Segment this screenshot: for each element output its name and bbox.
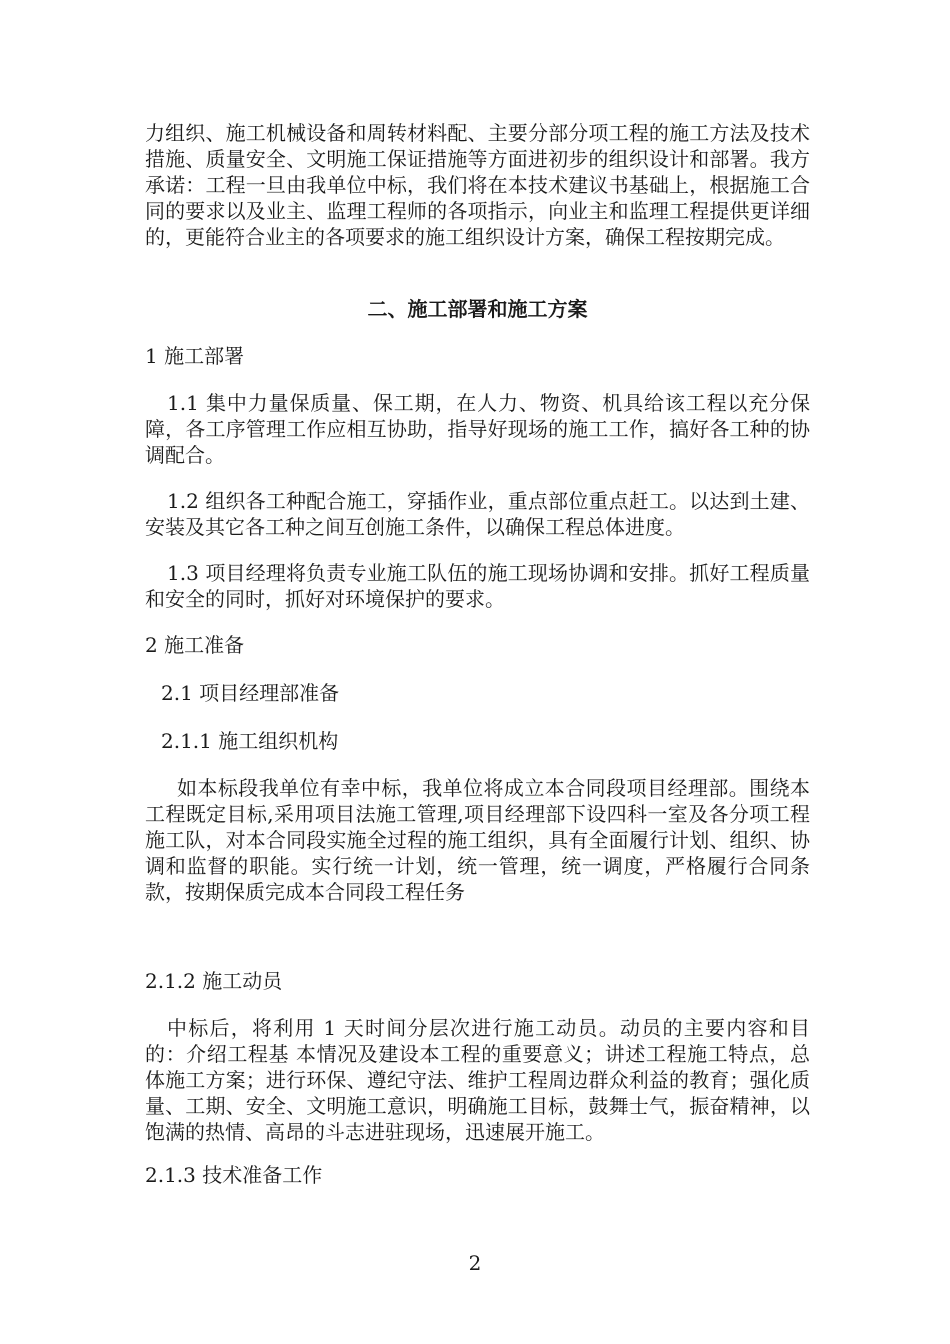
section-title: 二、施工部署和施工方案 [367,297,588,321]
intro-paragraph: 力组织、施工机械设备和周转材料配、主要分部分项工程的施工方法及技术措施、质量安全、文明施工保证措施等方面进初步的组织设计和部署。我方承诺：工程一旦由我单位中标，我们将在本技术建议书基础上，根据施工合同的要求以及业主、监理工程师的各项指示，向业主和监理工程提供更详细的，更能符合业主的各项要求的施工组织设计方案，确保工程按期完成。 [145,121,810,249]
page-number: 2 [468,1251,482,1275]
heading-2-1-2: 2.1.2 施工动员 [145,969,283,993]
paragraph-1-2: 1.2 组织各工种配合施工，穿插作业，重点部位重点赶工。以达到土建、安装及其它各工种之间互创施工条件，以确保工程总体进度。 [145,489,810,539]
paragraph-1-3: 1.3 项目经理将负责专业施工队伍的施工现场协调和安排。抓好工程质量和安全的同时，抓好对环境保护的要求。 [145,561,810,611]
heading-construction-deployment: 1 施工部署 [145,344,245,368]
paragraph-2-1-1: 如本标段我单位有幸中标，我单位将成立本合同段项目经理部。围绕本工程既定目标,采用项目法施工管理,项目经理部下设四科一室及各分项工程施工队，对本合同段实施全过程的施工组织，具有全面履行计划、组织、协调和监督的职能。实行统一计划，统一管理，统一调度，严格履行合同条款，按期保质完成本合同段工程任务 [145,776,810,904]
paragraph-2-1-2: 中标后，将利用 1 天时间分层次进行施工动员。动员的主要内容和目的：介绍工程基 本情况及建设本工程的重要意义；讲述工程施工特点，总体施工方案；进行环保、遵纪守法、维护工程周边群众利益的教育；强化质量、工期、安全、文明施工意识，明确施工目标，鼓舞士气，振奋精神，以饱满的热情、高昂的斗志进驻现场，迅速展开施工。 [145,1016,810,1144]
heading-2-1-3: 2.1.3 技术准备工作 [145,1163,323,1187]
heading-2-1: 2.1 项目经理部准备 [161,681,340,705]
heading-2-1-1: 2.1.1 施工组织机构 [161,729,339,753]
paragraph-1-1: 1.1 集中力量保质量、保工期，在人力、物资、机具给该工程以充分保障，各工序管理工作应相互协助，指导好现场的施工工作，搞好各工种的协调配合。 [145,391,810,467]
heading-construction-preparation: 2 施工准备 [145,633,245,657]
